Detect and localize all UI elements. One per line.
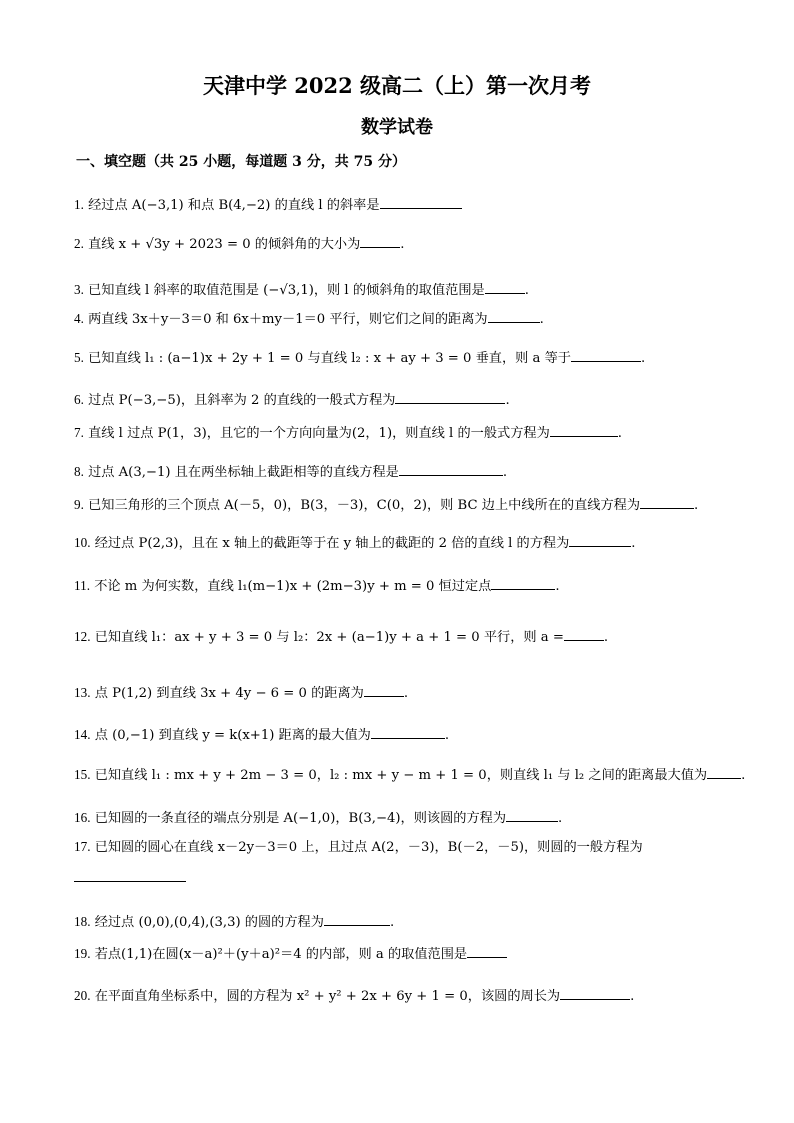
question-2: 2. 直线 x + √3y + 2023 = 0 的倾斜角的大小为 . [74,233,405,254]
answer-blank[interactable] [569,532,631,547]
answer-blank[interactable] [371,724,445,739]
question-9: 9. 已知三角形的三个顶点 A(－5，0)，B(3，－3)，C(0，2)，则 BC 边上中线所在的直线方程为 . [74,494,698,515]
question-text: 已知直线 l₁ : mx + y + 2m − 3 = 0，l₂ : mx + y − m + 1 = 0，则直线 l₁ 与 l₂ 之间的距离最大值为 [94,768,708,783]
question-text: 过点 A(3,−1) 且在两坐标轴上截距相等的直线方程是 [88,465,399,480]
answer-blank[interactable] [395,389,505,404]
question-11: 11. 不论 m 为何实数，直线 l₁(m−1)x + (2m−3)y + m = 0 恒过定点 . [74,575,560,596]
question-text: 已知圆的一条直径的端点分别是 A(−1,0)，B(3,−4)，则该圆的方程为 [94,811,507,826]
question-text: 点 (0,−1) 到直线 y = k(x+1) 距离的最大值为 [94,728,371,743]
answer-blank[interactable] [360,233,400,248]
question-15: 15. 已知直线 l₁ : mx + y + 2m − 3 = 0，l₂ : mx + y − m + 1 = 0，则直线 l₁ 与 l₂ 之间的距离最大值为 . [74,764,745,785]
question-number: 15. [74,767,91,782]
question-16: 16. 已知圆的一条直径的端点分别是 A(−1,0)，B(3,−4)，则该圆的方程为 . [74,807,562,828]
question-12: 12. 已知直线 l₁：ax + y + 3 = 0 与 l₂：2x + (a−1)y + a + 1 = 0 平行，则 a = . [74,626,608,647]
answer-blank-continued[interactable] [74,869,186,882]
answer-blank[interactable] [506,807,558,822]
question-text: 不论 m 为何实数，直线 l₁(m−1)x + (2m−3)y + m = 0 恒过定点 [94,579,492,594]
question-number: 16. [74,810,91,825]
question-text: 已知直线 l₁：ax + y + 3 = 0 与 l₂：2x + (a−1)y + a + 1 = 0 平行，则 a = [94,630,564,645]
question-4: 4. 两直线 3x＋y－3＝0 和 6x＋my－1＝0 平行，则它们之间的距离为 . [74,308,544,329]
question-text: 过点 P(−3,−5)，且斜率为 2 的直线的一般式方程为 [88,393,396,408]
question-text: 直线 x + √3y + 2023 = 0 的倾斜角的大小为 [88,237,361,252]
answer-blank[interactable] [488,308,540,323]
question-number: 8. [74,464,84,479]
answer-blank[interactable] [550,422,618,437]
question-number: 4. [74,311,84,326]
question-number: 20. [74,988,91,1003]
question-18: 18. 经过点 (0,0),(0,4),(3,3) 的圆的方程为 . [74,911,394,932]
answer-blank[interactable] [485,279,525,294]
section-heading: 一、填空题（共 25 小题，每道题 3 分，共 75 分） [76,154,406,170]
question-number: 1. [74,197,84,212]
exam-title: 天津中学 2022 级高二（上）第一次月考 [202,73,592,98]
question-number: 3. [74,282,84,297]
answer-blank[interactable] [380,194,462,209]
question-number: 19. [74,946,91,961]
question-number: 5. [74,350,84,365]
question-text: 经过点 P(2,3)，且在 x 轴上的截距等于在 y 轴上的截距的 2 倍的直线 l 的方程为 [94,536,570,551]
question-text: 直线 l 过点 P(1，3)，且它的一个方向向量为(2，1)，则直线 l 的一般式方程为 [88,426,550,441]
question-text: 已知三角形的三个顶点 A(－5，0)，B(3，－3)，C(0，2)，则 BC 边上中线所在的直线方程为 [88,498,641,513]
question-13: 13. 点 P(1,2) 到直线 3x + 4y − 6 = 0 的距离为 . [74,682,408,703]
question-6: 6. 过点 P(−3,−5)，且斜率为 2 的直线的一般式方程为 . [74,389,510,410]
question-number: 2. [74,236,84,251]
question-number: 7. [74,425,84,440]
question-number: 12. [74,629,91,644]
question-number: 14. [74,727,91,742]
question-17 [74,838,643,857]
answer-blank[interactable] [364,682,404,697]
question-text: 在平面直角坐标系中，圆的方程为 x² + y² + 2x + 6y + 1 = 0，该圆的周长为 [94,989,561,1004]
exam-subtitle: 数学试卷 [361,117,433,138]
answer-blank[interactable] [560,985,630,1000]
question-text: 若点(1,1)在圆(x－a)²＋(y＋a)²＝4 的内部，则 a 的取值范围是 [94,947,468,962]
answer-blank[interactable] [399,461,503,476]
answer-blank[interactable] [707,764,741,779]
question-number: 6. [74,392,84,407]
question-19 [74,943,507,964]
question-1 [74,194,462,215]
question-text: 点 P(1,2) 到直线 3x + 4y − 6 = 0 的距离为 [94,686,364,701]
question-number: 17. [74,839,91,854]
question-7: 7. 直线 l 过点 P(1，3)，且它的一个方向向量为(2，1)，则直线 l 的一般式方程为 . [74,422,622,443]
question-10: 10. 经过点 P(2,3)，且在 x 轴上的截距等于在 y 轴上的截距的 2 倍的直线 l 的方程为 . [74,532,636,553]
answer-blank[interactable] [491,575,555,590]
question-number: 10. [74,535,91,550]
question-text: 经过点 A(−3,1) 和点 B(4,−2) 的直线 l 的斜率是 [88,198,380,213]
question-number: 18. [74,914,91,929]
question-text: 两直线 3x＋y－3＝0 和 6x＋my－1＝0 平行，则它们之间的距离为 [88,312,488,327]
question-number: 11. [74,578,90,593]
question-3: 3. 已知直线 l 斜率的取值范围是 (−√3,1)，则 l 的倾斜角的取值范围是 . [74,279,529,300]
question-text: 已知直线 l 斜率的取值范围是 (−√3,1)，则 l 的倾斜角的取值范围是 [88,283,485,298]
question-number: 9. [74,497,84,512]
question-14: 14. 点 (0,−1) 到直线 y = k(x+1) 距离的最大值为 . [74,724,449,745]
answer-blank[interactable] [467,943,507,958]
question-5: 5. 已知直线 l₁ : (a−1)x + 2y + 1 = 0 与直线 l₂ : x + ay + 3 = 0 垂直，则 a 等于 . [74,347,645,368]
question-8: 8. 过点 A(3,−1) 且在两坐标轴上截距相等的直线方程是 . [74,461,507,482]
question-text: 经过点 (0,0),(0,4),(3,3) 的圆的方程为 [94,915,324,930]
answer-blank[interactable] [324,911,390,926]
question-text: 已知圆的圆心在直线 x－2y－3＝0 上，且过点 A(2，－3)，B(－2，－5)，则圆的一般方程为 [94,840,643,855]
answer-blank[interactable] [640,494,694,509]
question-number: 13. [74,685,91,700]
question-text: 已知直线 l₁ : (a−1)x + 2y + 1 = 0 与直线 l₂ : x + ay + 3 = 0 垂直，则 a 等于 [88,351,571,366]
question-20: 20. 在平面直角坐标系中，圆的方程为 x² + y² + 2x + 6y + 1 = 0，该圆的周长为 . [74,985,634,1006]
answer-blank[interactable] [564,626,604,641]
answer-blank[interactable] [571,347,641,362]
